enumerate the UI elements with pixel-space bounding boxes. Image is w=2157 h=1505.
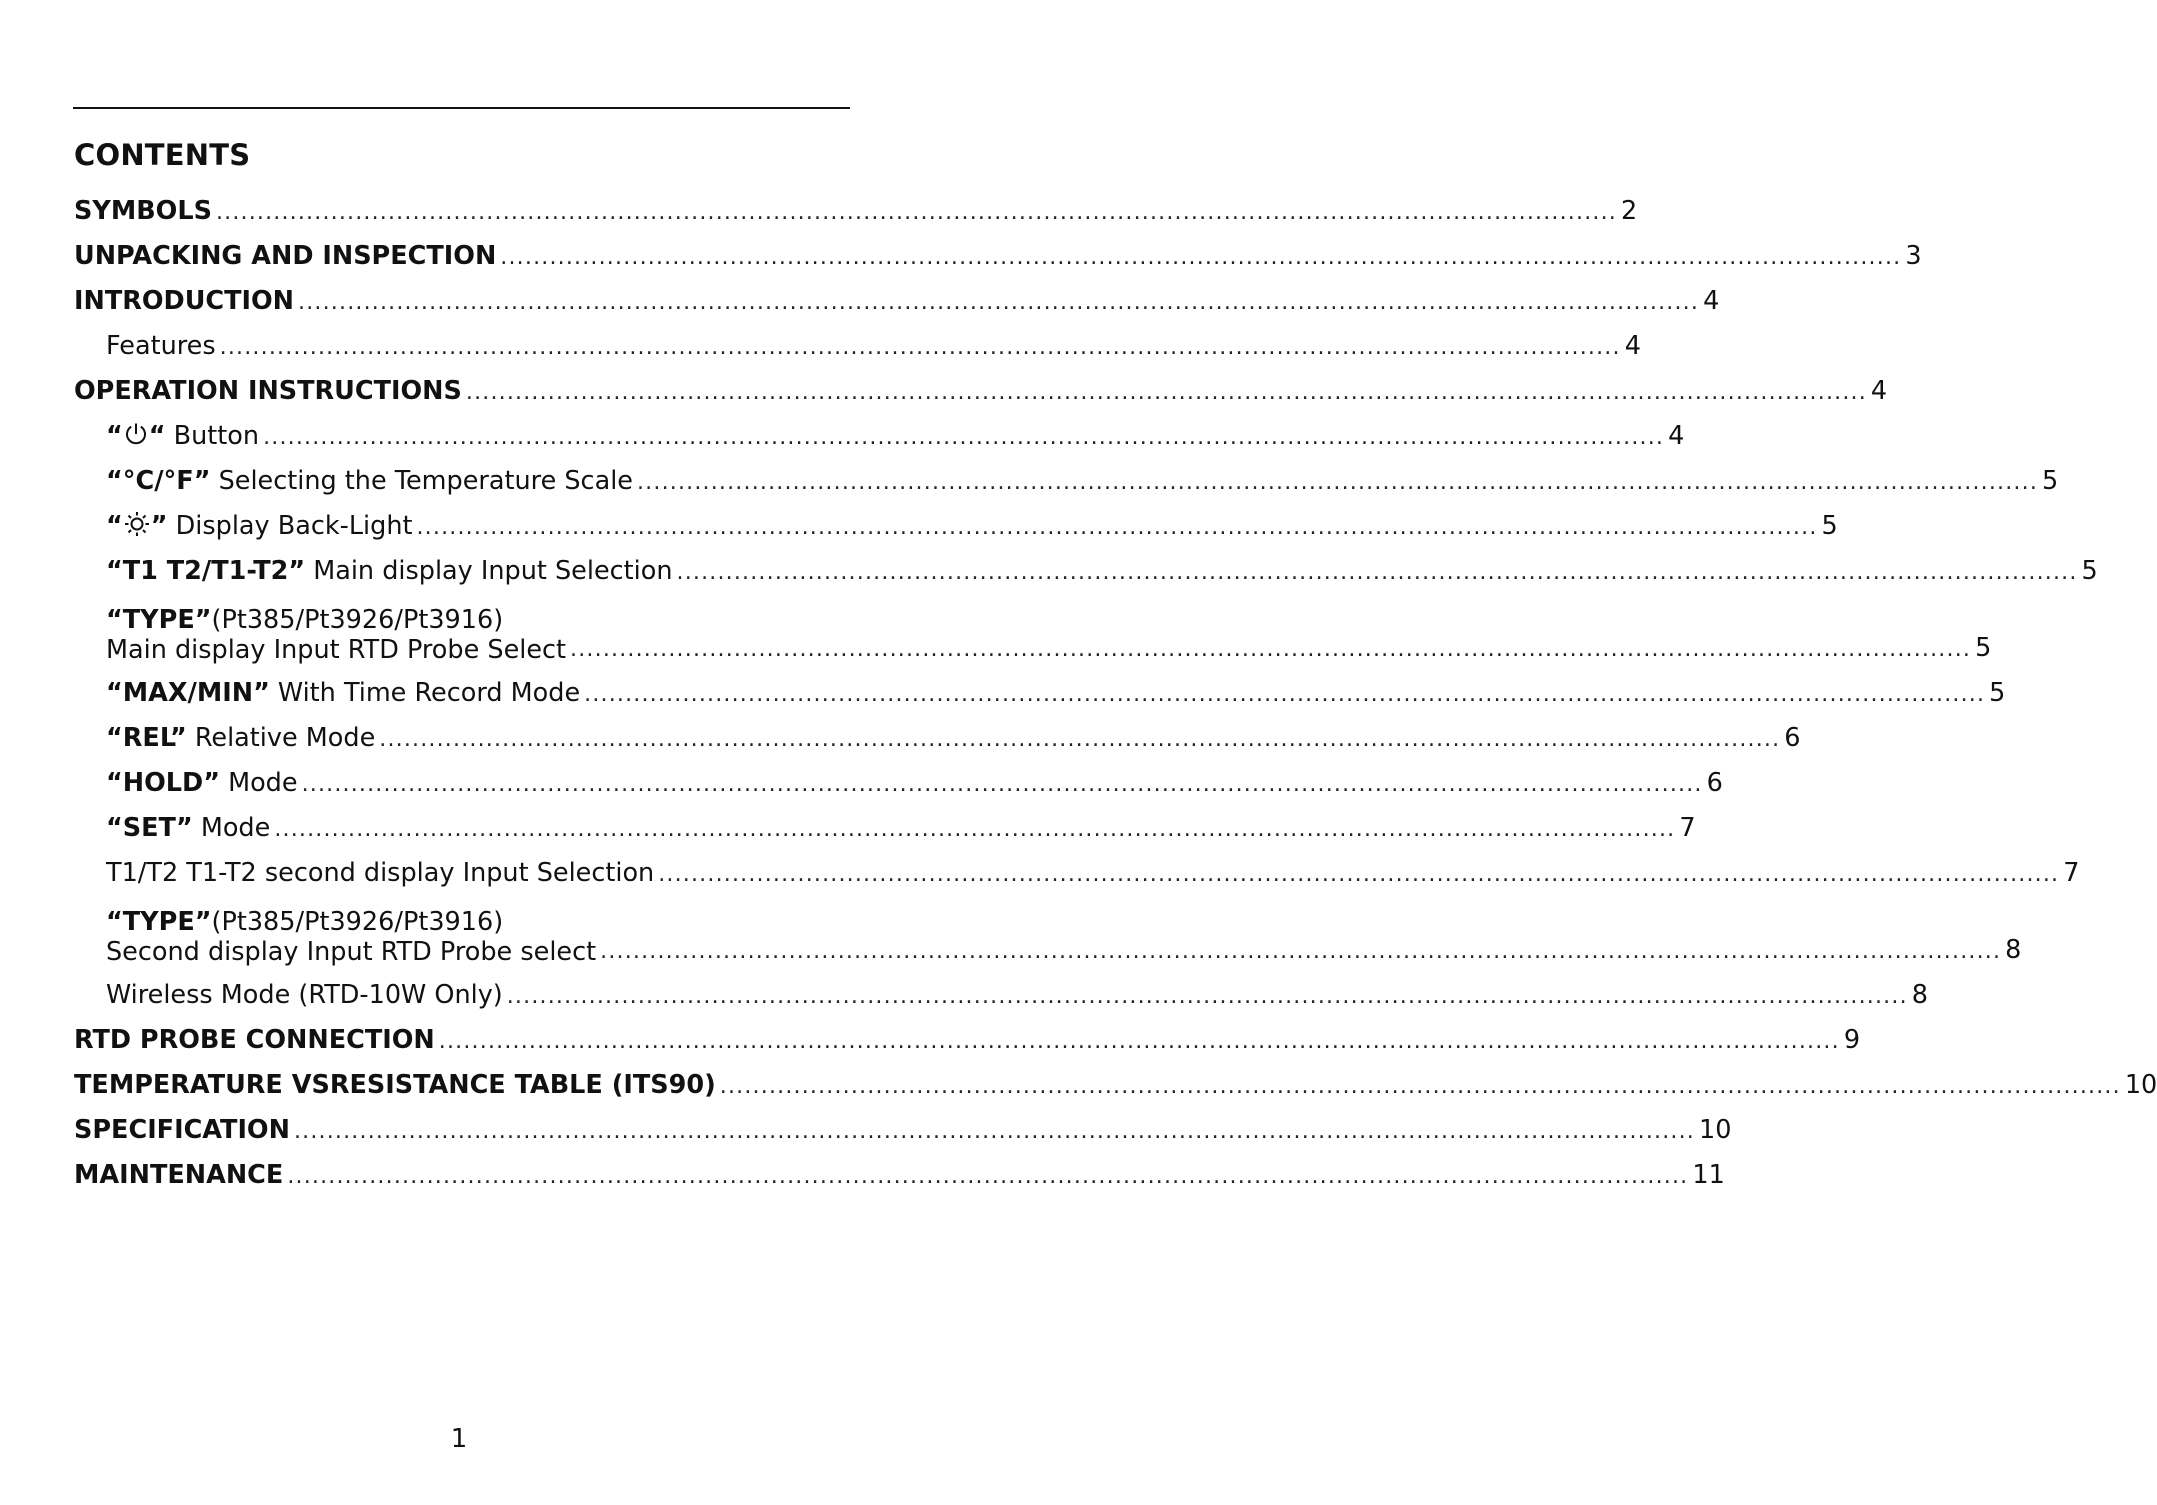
toc-entry-set[interactable] (74, 800, 1696, 845)
page-title: CONTENTS (74, 138, 251, 172)
entry-page: 8 (2005, 935, 2022, 965)
entry-label (106, 509, 412, 543)
entry-label (106, 907, 596, 967)
entry-key: MAX/MIN (122, 678, 254, 708)
entry-line-1 (106, 907, 596, 937)
quote-close: ” (169, 723, 187, 753)
quote-open: “ (106, 421, 123, 451)
entry-page: 10 (2124, 1070, 2157, 1100)
entry-line-1 (106, 605, 566, 635)
entry-key: HOLD (122, 768, 204, 798)
entry-label: SPECIFICATION (74, 1115, 290, 1145)
dot-leader: ........................................................................................................................................................................... (636, 470, 2039, 495)
entry-label (106, 676, 580, 710)
toc-entry-temperature-scale[interactable] (74, 453, 2059, 498)
entry-label (106, 605, 566, 665)
quote-close: ” (253, 678, 270, 708)
entry-page: 6 (1784, 723, 1801, 753)
dot-leader: ........................................................................................................................................................................... (600, 939, 2002, 964)
entry-label (106, 811, 270, 845)
dot-leader: ........................................................................................................................................................................... (416, 515, 1818, 540)
toc-entry-wireless-mode[interactable] (74, 967, 1928, 1012)
entry-page: 3 (1905, 241, 1922, 271)
entry-page: 7 (2063, 858, 2080, 888)
toc-entry-hold[interactable] (74, 755, 1723, 800)
toc-entry-max-min[interactable] (74, 665, 2006, 710)
entry-page: 11 (1692, 1160, 1725, 1190)
quote-close: ” (194, 907, 212, 937)
quote-open: “ (106, 768, 123, 798)
entry-label: SYMBOLS (74, 196, 212, 226)
entry-label: Features (106, 331, 216, 361)
entry-label: OPERATION INSTRUCTIONS (74, 376, 462, 406)
entry-text: With Time Record Mode (269, 678, 581, 708)
toc-entry-symbols[interactable] (74, 183, 1638, 228)
toc-entry-power-button[interactable] (74, 408, 1685, 453)
sun-backlight-icon (123, 511, 151, 537)
entry-label (106, 554, 673, 588)
dot-leader: ........................................................................................................................................................................... (293, 1119, 1695, 1144)
quote-open: “ (106, 678, 123, 708)
entry-label: MAINTENANCE (74, 1160, 284, 1190)
entry-page: 7 (1679, 813, 1696, 843)
entry-page: 5 (2042, 466, 2059, 496)
dot-leader: ........................................................................................................................................................................... (658, 862, 2060, 887)
entry-key: REL (122, 723, 170, 753)
entry-page: 5 (1975, 633, 1992, 663)
toc-entry-main-probe-select[interactable] (74, 588, 1992, 665)
entry-text: Mode (219, 768, 298, 798)
entry-text: Mode (192, 813, 271, 843)
entry-page: 5 (2081, 556, 2098, 586)
toc-entry-unpacking[interactable] (74, 228, 1922, 273)
entry-page: 6 (1706, 768, 1723, 798)
toc-entry-operation-instructions[interactable] (74, 363, 1888, 408)
toc-entry-maintenance[interactable] (74, 1147, 1725, 1192)
quote-close: ” (175, 813, 193, 843)
toc-entry-main-input-selection[interactable] (74, 543, 2098, 588)
entry-page: 5 (1989, 678, 2006, 708)
quote-open: “ (106, 723, 123, 753)
entry-page: 4 (1870, 376, 1888, 406)
dot-leader: ........................................................................................................................................................................... (263, 425, 1665, 450)
quote-open: “ (106, 605, 123, 635)
dot-leader: ........................................................................................................................................................................... (215, 200, 1617, 225)
dot-leader: ........................................................................................................................................................................... (287, 1164, 1689, 1189)
quote-open: “ (106, 907, 123, 937)
entry-page: 4 (1703, 286, 1720, 316)
header-rule (73, 107, 850, 109)
entry-text: Selecting the Temperature Scale (210, 466, 633, 496)
dot-leader: ........................................................................................................................................................................... (719, 1074, 2121, 1099)
entry-text: (Pt385/Pt3926/Pt3916) (211, 605, 504, 635)
entry-key: TYPE (122, 907, 195, 937)
entry-page: 10 (1698, 1115, 1732, 1145)
dot-leader: ........................................................................................................................................................................... (465, 380, 1867, 405)
entry-label (106, 464, 633, 498)
toc-entry-features[interactable] (74, 318, 1641, 363)
entry-label: RTD PROBE CONNECTION (74, 1025, 435, 1055)
entry-text: (Pt385/Pt3926/Pt3916) (211, 907, 504, 937)
toc-entry-second-input-selection[interactable] (74, 845, 2080, 890)
dot-leader: ........................................................................................................................................................................... (274, 817, 1676, 842)
entry-label: INTRODUCTION (74, 286, 295, 316)
dot-leader: ........................................................................................................................................................................... (506, 984, 1908, 1009)
dot-leader: ........................................................................................................................................................................... (676, 560, 2078, 585)
entry-page: 4 (1668, 421, 1685, 451)
entry-label: UNPACKING AND INSPECTION (74, 241, 497, 271)
entry-label (106, 766, 298, 800)
entry-text: Relative Mode (186, 723, 376, 753)
table-of-contents (74, 183, 2157, 1192)
dot-leader: ........................................................................................................................................................................... (570, 637, 1972, 662)
quote-close: “ (148, 421, 166, 451)
dot-leader: ........................................................................................................................................................................... (298, 290, 1700, 315)
toc-entry-second-probe-select[interactable] (74, 890, 2022, 967)
toc-entry-rtd-probe-connection[interactable] (74, 1012, 1861, 1057)
power-icon (123, 421, 149, 447)
entry-page: 5 (1821, 511, 1838, 541)
entry-label: TEMPERATURE VSRESISTANCE TABLE (ITS90) (74, 1070, 716, 1100)
dot-leader: ........................................................................................................................................................................... (379, 727, 1781, 752)
entry-key: “T1 T2/T1-T2” (106, 556, 306, 586)
entry-page: 8 (1911, 980, 1928, 1010)
toc-entry-specification[interactable] (74, 1102, 1732, 1147)
toc-entry-introduction[interactable] (74, 273, 1720, 318)
toc-entry-temperature-table[interactable] (74, 1057, 2157, 1102)
quote-close: ” (150, 511, 168, 541)
entry-label (106, 419, 259, 453)
entry-key: SET (122, 813, 176, 843)
dot-leader: ........................................................................................................................................................................... (219, 335, 1621, 360)
quote-close: ” (194, 605, 212, 635)
entry-line-2: Second display Input RTD Probe select (106, 937, 597, 967)
entry-text: Display Back-Light (167, 511, 413, 541)
dot-leader: ........................................................................................................................................................................... (301, 772, 1703, 797)
quote-open: “ (106, 813, 123, 843)
entry-key: TYPE (122, 605, 195, 635)
entry-line-2: Main display Input RTD Probe Select (106, 635, 567, 665)
page-number: 1 (450, 1424, 468, 1454)
entry-page: 9 (1843, 1025, 1861, 1055)
entry-text: Button (165, 421, 260, 451)
entry-label (106, 721, 375, 755)
toc-entry-backlight[interactable] (74, 498, 1838, 543)
toc-entry-rel[interactable] (74, 710, 1801, 755)
entry-key: “°C/°F” (106, 466, 211, 496)
dot-leader: ........................................................................................................................................................................... (584, 682, 1986, 707)
entry-text: Main display Input Selection (305, 556, 673, 586)
dot-leader: ........................................................................................................................................................................... (438, 1029, 1840, 1054)
entry-label: Wireless Mode (RTD-10W Only) (106, 980, 503, 1010)
entry-page: 4 (1624, 331, 1641, 361)
dot-leader: ........................................................................................................................................................................... (500, 245, 1902, 270)
entry-page: 2 (1620, 196, 1638, 226)
quote-open: “ (106, 511, 123, 541)
entry-label: T1/T2 T1-T2 second display Input Selection (106, 858, 655, 888)
quote-close: ” (203, 768, 220, 798)
